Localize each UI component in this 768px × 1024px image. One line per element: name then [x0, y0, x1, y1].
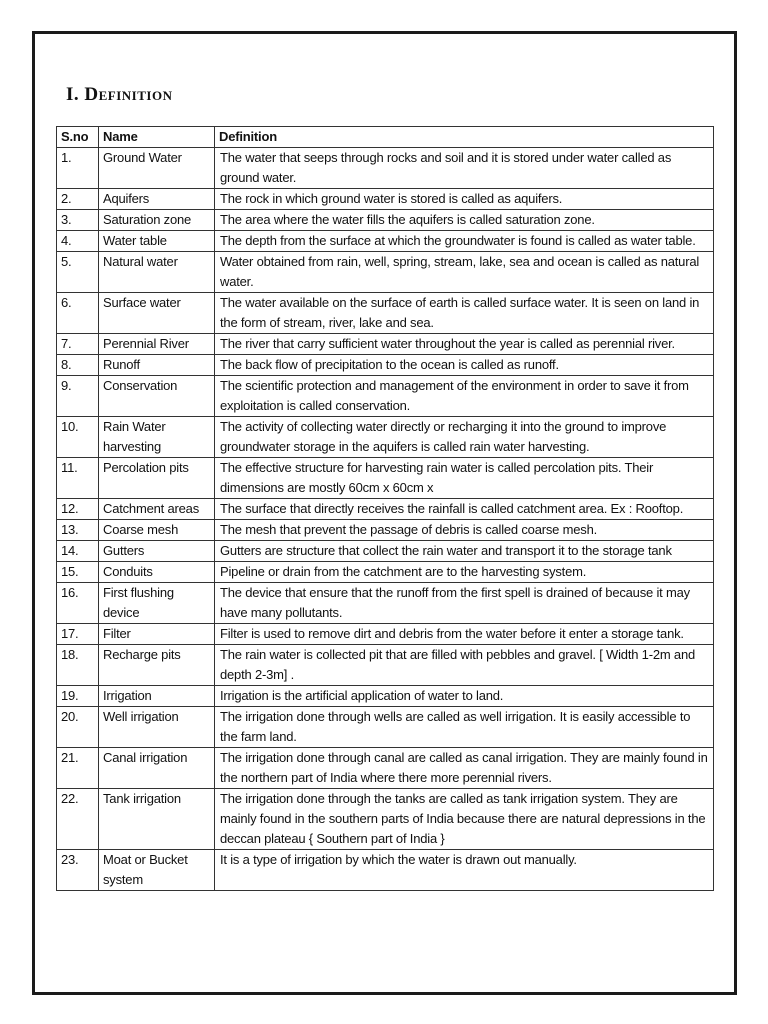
row-sno-cell: 23. — [57, 850, 99, 891]
table-row — [57, 562, 714, 583]
row-sno-cell: 4. — [57, 231, 99, 252]
header-row — [57, 127, 714, 148]
row-name-cell: Percolation pits — [99, 458, 215, 499]
row-sno-cell: 6. — [57, 293, 99, 334]
row-definition-cell: Gutters are structure that collect the rain water and transport it to the storage tank — [215, 541, 714, 562]
row-sno-cell: 5. — [57, 252, 99, 293]
row-name-cell: Aquifers — [99, 189, 215, 210]
row-definition-cell: The mesh that prevent the passage of debris is called coarse mesh. — [215, 520, 714, 541]
row-sno-cell: 1. — [57, 148, 99, 189]
table-row — [57, 850, 714, 891]
section-heading: I. Definition — [66, 84, 173, 105]
row-sno-cell: 14. — [57, 541, 99, 562]
row-name-cell: Filter — [99, 624, 215, 645]
table-row — [57, 148, 714, 189]
row-definition-cell: The irrigation done through wells are called as well irrigation. It is easily accessible to the farm land. — [215, 707, 714, 748]
row-name-cell: Recharge pits — [99, 645, 215, 686]
row-definition-cell: The surface that directly receives the rainfall is called catchment area. Ex : Rooftop. — [215, 499, 714, 520]
table-row — [57, 499, 714, 520]
row-definition-cell: The device that ensure that the runoff from the first spell is drained of because it may have many pollutants. — [215, 583, 714, 624]
row-sno-cell: 21. — [57, 748, 99, 789]
row-name-cell: Conduits — [99, 562, 215, 583]
row-definition-cell: The depth from the surface at which the groundwater is found is called as water table. — [215, 231, 714, 252]
row-definition-cell: The rock in which ground water is stored is called as aquifers. — [215, 189, 714, 210]
table-header — [57, 127, 714, 148]
row-name-cell: Tank irrigation — [99, 789, 215, 850]
row-name-cell: Gutters — [99, 541, 215, 562]
row-sno-cell: 20. — [57, 707, 99, 748]
row-name-cell: Runoff — [99, 355, 215, 376]
table-row — [57, 210, 714, 231]
row-sno-cell: 13. — [57, 520, 99, 541]
row-sno-cell: 2. — [57, 189, 99, 210]
row-definition-cell: Irrigation is the artificial application of water to land. — [215, 686, 714, 707]
definitions-table — [56, 126, 714, 891]
row-name-cell: Well irrigation — [99, 707, 215, 748]
row-definition-cell: Pipeline or drain from the catchment are to the harvesting system. — [215, 562, 714, 583]
row-sno-cell: 15. — [57, 562, 99, 583]
row-sno-cell: 11. — [57, 458, 99, 499]
table-body — [57, 148, 714, 891]
row-sno-cell: 12. — [57, 499, 99, 520]
table-row — [57, 334, 714, 355]
table-row — [57, 624, 714, 645]
header-name: Name — [99, 127, 215, 148]
row-sno-cell: 17. — [57, 624, 99, 645]
table-row — [57, 293, 714, 334]
row-definition-cell: The activity of collecting water directly or recharging it into the ground to improve groundwater storage in the aquifers is called rain water harvesting. — [215, 417, 714, 458]
table-row — [57, 189, 714, 210]
row-name-cell: Coarse mesh — [99, 520, 215, 541]
header-definition: Definition — [215, 127, 714, 148]
table-row — [57, 252, 714, 293]
table-row — [57, 645, 714, 686]
row-sno-cell: 3. — [57, 210, 99, 231]
table-row — [57, 748, 714, 789]
row-name-cell: Moat or Bucket system — [99, 850, 215, 891]
row-definition-cell: It is a type of irrigation by which the water is drawn out manually. — [215, 850, 714, 891]
table-row — [57, 583, 714, 624]
row-sno-cell: 7. — [57, 334, 99, 355]
row-name-cell: Water table — [99, 231, 215, 252]
table-row — [57, 231, 714, 252]
table-row — [57, 686, 714, 707]
table-row — [57, 376, 714, 417]
row-name-cell: Perennial River — [99, 334, 215, 355]
row-definition-cell: The back flow of precipitation to the ocean is called as runoff. — [215, 355, 714, 376]
row-name-cell: Natural water — [99, 252, 215, 293]
table-row — [57, 789, 714, 850]
row-definition-cell: The irrigation done through the tanks are called as tank irrigation system. They are mainly found in the southern parts of India because there are natural depressions in the deccan plateau { Southern part of India } — [215, 789, 714, 850]
table-row — [57, 541, 714, 562]
row-definition-cell: The water that seeps through rocks and soil and it is stored under water called as ground water. — [215, 148, 714, 189]
row-sno-cell: 16. — [57, 583, 99, 624]
row-definition-cell: The river that carry sufficient water throughout the year is called as perennial river. — [215, 334, 714, 355]
row-definition-cell: Water obtained from rain, well, spring, stream, lake, sea and ocean is called as natural water. — [215, 252, 714, 293]
row-name-cell: Surface water — [99, 293, 215, 334]
row-sno-cell: 8. — [57, 355, 99, 376]
row-definition-cell: Filter is used to remove dirt and debris from the water before it enter a storage tank. — [215, 624, 714, 645]
row-name-cell: First flushing device — [99, 583, 215, 624]
row-definition-cell: The scientific protection and management of the environment in order to save it from exploitation is called conservation. — [215, 376, 714, 417]
row-definition-cell: The rain water is collected pit that are filled with pebbles and gravel. [ Width 1-2m and depth 2-3m] . — [215, 645, 714, 686]
table-row — [57, 520, 714, 541]
table-row — [57, 458, 714, 499]
row-name-cell: Canal irrigation — [99, 748, 215, 789]
row-definition-cell: The area where the water fills the aquifers is called saturation zone. — [215, 210, 714, 231]
row-name-cell: Irrigation — [99, 686, 215, 707]
table-row — [57, 355, 714, 376]
row-sno-cell: 10. — [57, 417, 99, 458]
row-sno-cell: 19. — [57, 686, 99, 707]
header-sno: S.no — [57, 127, 99, 148]
row-name-cell: Saturation zone — [99, 210, 215, 231]
row-name-cell: Ground Water — [99, 148, 215, 189]
row-name-cell: Catchment areas — [99, 499, 215, 520]
row-definition-cell: The irrigation done through canal are called as canal irrigation. They are mainly found in the northern part of India where there more perennial rivers. — [215, 748, 714, 789]
table-row — [57, 707, 714, 748]
row-sno-cell: 18. — [57, 645, 99, 686]
row-sno-cell: 22. — [57, 789, 99, 850]
row-name-cell: Rain Water harvesting — [99, 417, 215, 458]
row-sno-cell: 9. — [57, 376, 99, 417]
row-definition-cell: The effective structure for harvesting rain water is called percolation pits. Their dimensions are mostly 60cm x 60cm x — [215, 458, 714, 499]
row-name-cell: Conservation — [99, 376, 215, 417]
row-definition-cell: The water available on the surface of earth is called surface water. It is seen on land in the form of stream, river, lake and sea. — [215, 293, 714, 334]
table-row — [57, 417, 714, 458]
